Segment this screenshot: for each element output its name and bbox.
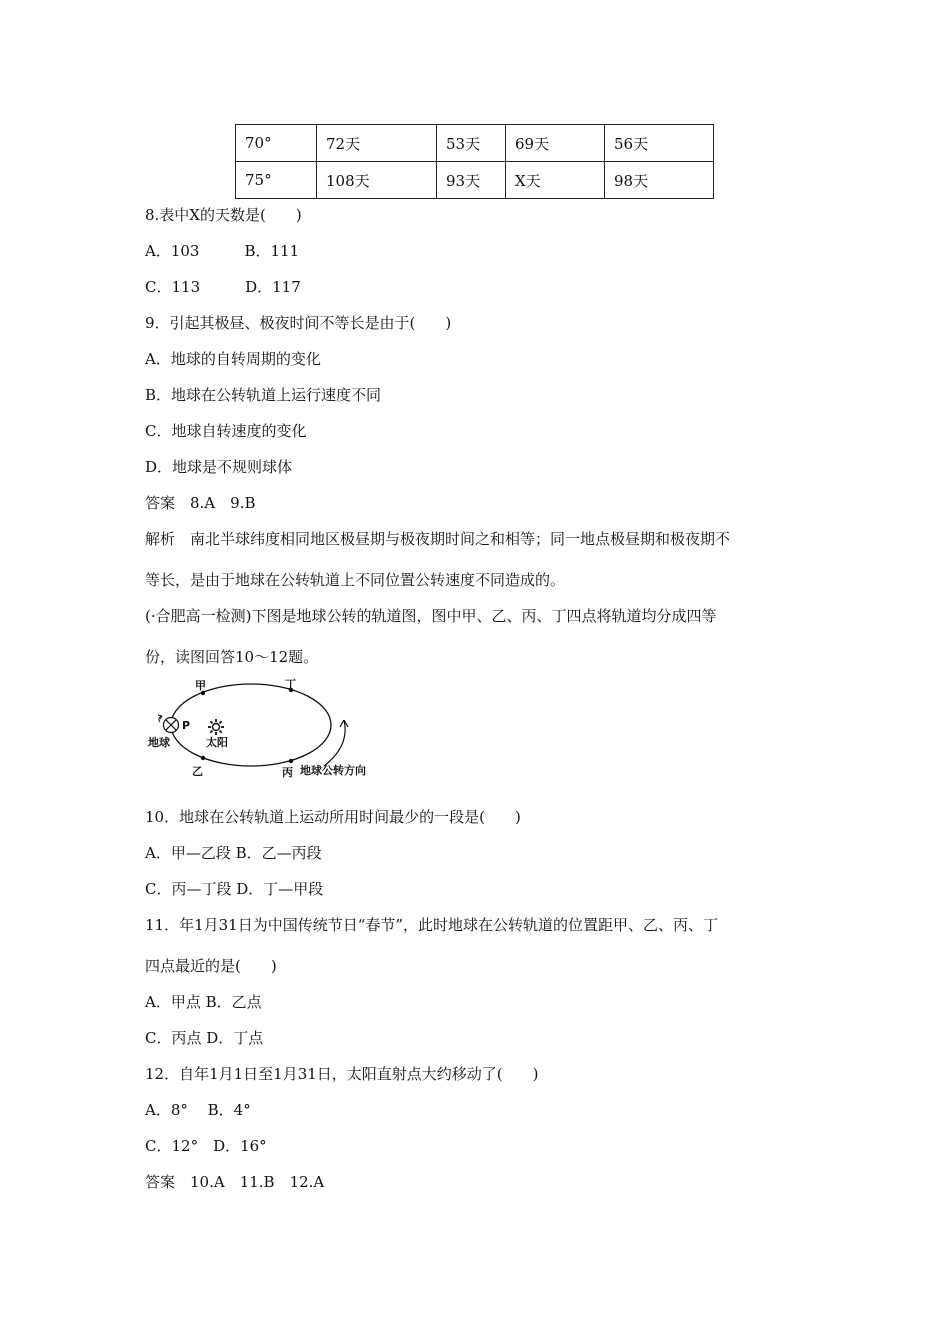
label-earth: 地球 <box>148 736 170 749</box>
label-bing: 丙 <box>282 766 293 779</box>
orbit-diagram <box>140 674 380 786</box>
table-cell: 72天 <box>317 125 437 162</box>
explanation-line-1: 解析 南北半球纬度相同地区极昼期与极夜期时间之和相等；同一地点极昼期和极夜期不 <box>145 530 731 548</box>
sun-icon <box>208 719 224 735</box>
table-cell: 98天 <box>605 162 714 199</box>
intro-line-2: 份，读图回答10～12题。 <box>145 648 319 666</box>
label-ding: 丁 <box>285 678 296 691</box>
intro-line-1: (·合肥高一检测)下图是地球公转的轨道图，图中甲、乙、丙、丁四点将轨道均分成四等 <box>145 607 717 625</box>
question-9-option-d: D．地球是不规则球体 <box>145 458 293 476</box>
point-bing-marker <box>289 759 293 763</box>
explanation-line-2: 等长，是由于地球在公转轨道上不同位置公转速度不同造成的。 <box>145 571 566 589</box>
question-11-line-1: 11．年1月31日为中国传统节日“春节”，此时地球在公转轨道的位置距甲、乙、丙、丁 <box>145 916 719 934</box>
label-yi: 乙 <box>192 765 203 778</box>
question-8: 8.表中X的天数是( ) <box>145 206 302 224</box>
question-8-options-cd: C．113 D．117 <box>145 278 301 296</box>
orbit-ellipse <box>171 684 331 766</box>
point-yi-marker <box>201 756 205 760</box>
answer-8-9: 答案 8.A 9.B <box>145 494 256 512</box>
question-9: 9．引起其极昼、极夜时间不等长是由于( ) <box>145 314 452 332</box>
table-cell: 108天 <box>317 162 437 199</box>
table-cell: 93天 <box>437 162 506 199</box>
answer-10-12: 答案 10.A 11.B 12.A <box>145 1173 325 1191</box>
polar-day-table <box>235 124 714 199</box>
question-10-options-ab: A．甲—乙段 B．乙—丙段 <box>145 844 322 862</box>
table-cell: 75° <box>236 162 317 199</box>
question-12-options-cd: C．12° D．16° <box>145 1137 267 1155</box>
table-cell: 56天 <box>605 125 714 162</box>
earth-icon <box>164 718 179 733</box>
table-row <box>236 125 714 162</box>
question-12: 12．自年1月1日至1月31日，太阳直射点大约移动了( ) <box>145 1065 539 1083</box>
revolution-direction-arrowhead-icon <box>340 720 348 727</box>
label-jia: 甲 <box>195 679 206 692</box>
table-cell: 53天 <box>437 125 506 162</box>
label-p: P <box>182 719 191 732</box>
label-sun: 太阳 <box>206 736 228 749</box>
question-10: 10．地球在公转轨道上运动所用时间最少的一段是( ) <box>145 808 521 826</box>
revolution-direction-arrow-icon <box>324 720 345 766</box>
question-12-options-ab: A．8° B．4° <box>145 1101 251 1119</box>
question-11-options-cd: C．丙点 D．丁点 <box>145 1029 264 1047</box>
question-9-option-a: A．地球的自转周期的变化 <box>145 350 321 368</box>
table-row <box>236 162 714 199</box>
question-10-options-cd: C．丙—丁段 D．丁—甲段 <box>145 880 324 898</box>
table-cell: X天 <box>506 162 605 199</box>
question-11-options-ab: A．甲点 B．乙点 <box>145 993 262 1011</box>
question-11-line-2: 四点最近的是( ) <box>145 957 277 975</box>
question-8-options-ab: A．103 B．111 <box>145 242 300 260</box>
label-revolution-direction: 地球公转方向 <box>300 764 366 777</box>
table-cell: 69天 <box>506 125 605 162</box>
question-9-option-b: B．地球在公转轨道上运行速度不同 <box>145 386 382 404</box>
table-cell: 70° <box>236 125 317 162</box>
question-9-option-c: C．地球自转速度的变化 <box>145 422 307 440</box>
